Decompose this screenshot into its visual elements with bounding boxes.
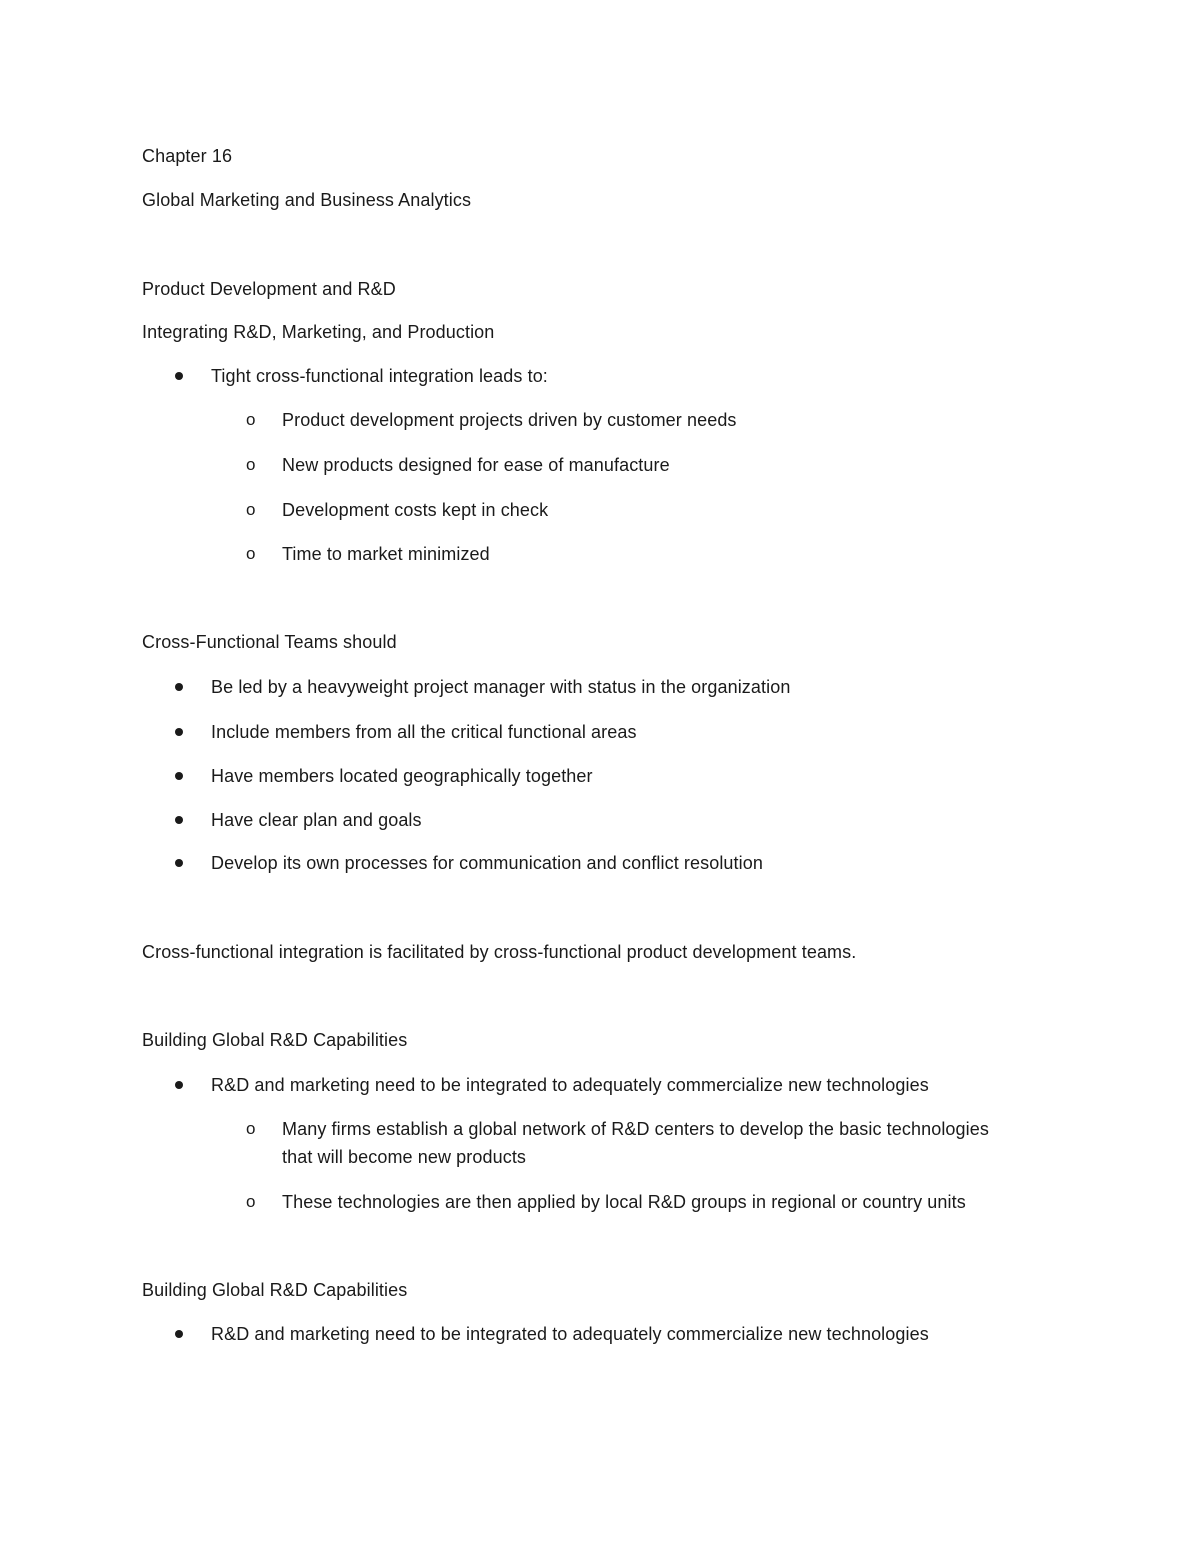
sub-bullet-icon: o	[246, 500, 256, 519]
section-heading: Building Global R&D Capabilities	[142, 1030, 408, 1050]
list-item: Be led by a heavyweight project manager with status in the organization	[211, 677, 791, 697]
section-subheading: Integrating R&D, Marketing, and Production	[142, 322, 495, 342]
sub-list-item: Many firms establish a global network of R&D centers to develop the basic technologies	[282, 1119, 989, 1139]
sub-bullet-icon: o	[246, 544, 256, 563]
list-item: Have members located geographically together	[211, 766, 593, 786]
sub-bullet-icon: o	[246, 1192, 256, 1211]
course-title: Global Marketing and Business Analytics	[142, 190, 472, 210]
section-heading: Product Development and R&D	[142, 279, 396, 299]
sub-bullet-icon: o	[246, 410, 256, 429]
list-item: Have clear plan and goals	[211, 810, 422, 830]
bullet-icon	[175, 1081, 183, 1089]
sub-bullet-icon: o	[246, 1119, 256, 1138]
bullet-icon	[175, 1330, 183, 1338]
section-heading: Cross-Functional Teams should	[142, 632, 397, 652]
summary-statement: Cross-functional integration is facilitated by cross-functional product development teams.	[142, 942, 857, 962]
sub-list-item: Development costs kept in check	[282, 500, 549, 520]
sub-bullet-icon: o	[246, 455, 256, 474]
list-item: Develop its own processes for communication and conflict resolution	[211, 853, 763, 873]
bullet-icon	[175, 728, 183, 736]
sub-list-item: Time to market minimized	[282, 544, 490, 564]
bullet-icon	[175, 683, 183, 691]
chapter-title: Chapter 16	[142, 146, 233, 166]
list-item: Include members from all the critical functional areas	[211, 722, 637, 742]
bullet-icon	[175, 859, 183, 867]
sub-list-item: New products designed for ease of manufacture	[282, 455, 670, 475]
bullet-icon	[175, 816, 183, 824]
list-item: R&D and marketing need to be integrated to adequately commercialize new technologies	[211, 1075, 929, 1095]
sub-list-item: These technologies are then applied by local R&D groups in regional or country units	[282, 1192, 966, 1212]
list-item: Tight cross-functional integration leads to:	[211, 366, 548, 386]
sub-list-item: Product development projects driven by customer needs	[282, 410, 737, 430]
sub-list-item-continuation: that will become new products	[282, 1147, 527, 1167]
bullet-icon	[175, 772, 183, 780]
bullet-icon	[175, 372, 183, 380]
section-heading: Building Global R&D Capabilities	[142, 1280, 408, 1300]
list-item: R&D and marketing need to be integrated to adequately commercialize new technologies	[211, 1324, 929, 1344]
